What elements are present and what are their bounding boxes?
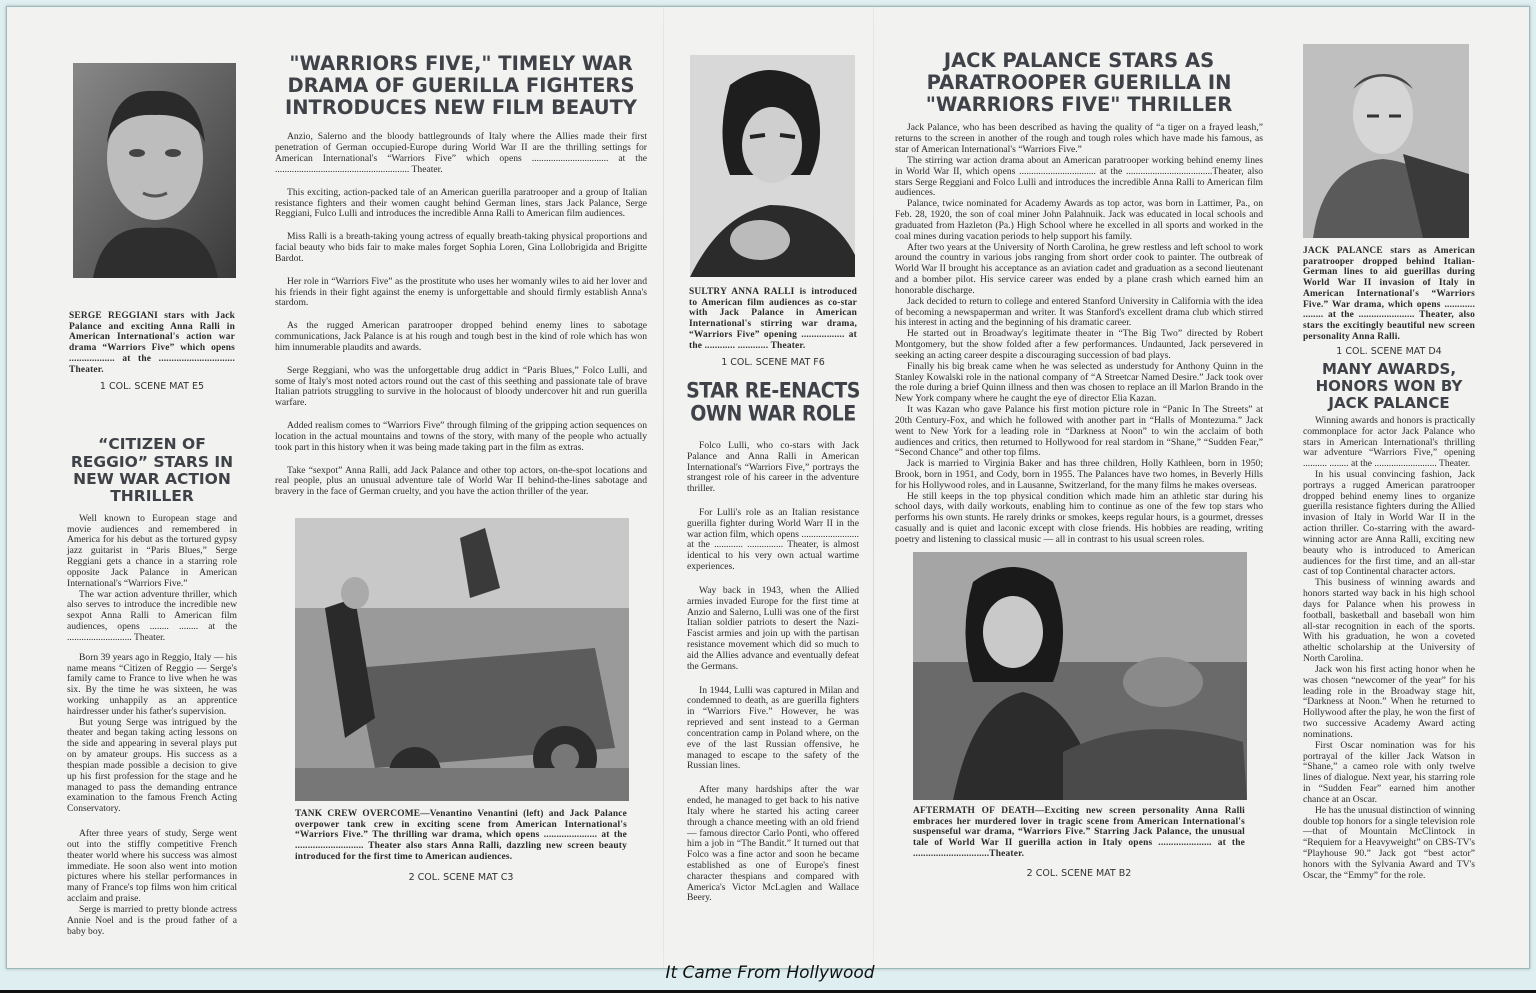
article-headline: STAR RE-ENACTS OWN WAR ROLE xyxy=(686,379,860,427)
paragraph: Miss Ralli is a breath-taking young actress of equally breath-taking physical proportions and facial beauty who bids fair to make males forget Sophia Loren, Gina Lollobrigida and Brigitte Bardot. xyxy=(275,231,647,264)
photo-caption: JACK PALANCE stars as American paratrooper dropped behind Italian-German lines to aid guerillas during World War II invasion of Italy in American International's “Warriors Five.” War drama, which opens ............ ........ at the ...................... Theater, also stars the excitingly beautiful new screen personality Anna Ralli. xyxy=(1303,246,1475,342)
paragraph: He started out in Broadway's legitimate theater in “The Big Two” directed by Robert Montgomery, but the show folded after a few performances. Undaunted, Jack persevered in seeking an acting career despite a discouraging succession of bad plays. xyxy=(895,328,1263,361)
scene-photo-icon xyxy=(295,518,629,801)
paragraph: After two years at the University of North Carolina, he grew restless and left school to work around the country in various jobs ranging from short order cook to painter. The outbreak of World War II brought his acceptance as an aviation cadet and graduation as a second lieutenant and a bomber pilot. His service career was ended by a plane crash which earned him an honorable discharge. xyxy=(895,241,1263,296)
paragraph: It was Kazan who gave Palance his first motion picture role in “Panic In The Streets” at 20th Century-Fox, and which he followed with another part in “Halls of Montezuma.” Jack went to New York for a leading role in “Darkness at Noon” to win the acclaim of both audiences and critics, then returned to Hollywood for real stardom in “Shane,” “Sudden Fear,” “Second Chance” and other top films. xyxy=(895,404,1263,459)
paragraph: Take “sexpot” Anna Ralli, add Jack Palance and other top actors, on-the-spot locations and real people, plus an unusual adventure tale of World War II behind-the-lines sabotage and bravery in the face of German cruelty, and you have the action thriller of the year. xyxy=(275,464,647,498)
scene-mat-label: 1 COL. SCENE MAT D4 xyxy=(1336,346,1442,358)
paragraph: The stirring war action drama about an American paratrooper working behind enemy lines in World War II, which opens ................................ at the ....................................Theater, also stars Serge Reggiani and Folco Lulli and introduces the incredible Anna Ralli to American film audiences. xyxy=(895,154,1263,199)
article-body xyxy=(685,441,861,904)
paragraph: First Oscar nomination was for his portrayal of the killer Jack Watson in “Shane,” a cameo role with only twelve lines of dialogue. Next year, his starring role in “Sudden Fear” earned him another chance at an Oscar. xyxy=(1303,739,1475,805)
portrait-photo-icon xyxy=(1303,44,1469,238)
scene-photo-icon xyxy=(913,552,1247,800)
article-headline: "WARRIORS FIVE," TIMELY WAR DRAMA OF GUERILLA FIGHTERS INTRODUCES NEW FILM BEAUTY xyxy=(284,52,638,119)
paragraph: This business of winning awards and honors started way back in his high school days for Palance when his prowess in football, basketball and baseball won him all-star recognition in each of the sports. With his graduation, he won a coveted atheltic scholarship at the University of North Carolina. xyxy=(1303,577,1475,665)
paragraph: He has the unusual distinction of winning double top honors for a single television role—that of Mountain McClintock in “Requiem for a Heavyweight” on CBS-TV's “Playhouse 90.” Jack got “best actor” honors with the Sylvania Award and TV's Oscar, the “Emmy” for the role. xyxy=(1303,804,1475,881)
paragraph: Palance, twice nominated for Academy Awards as top actor, was born in Lattimer, Pa., on Feb. 28, 1920, the son of coal miner John Palahnuik. Jack was educated in local schools and graduated from Hazleton (Pa.) High School where he excelled in all sports and worked in the coal mines during vacation periods to help support his family. xyxy=(895,198,1263,242)
paragraph: Well known to European stage and movie audiences and remembered in America for his debut as the tortured gypsy jazz guitarist in “Paris Blues,” Serge Reggiani gets a chance in a starring role opposite Jack Palance in American International's “Warriors Five.” xyxy=(67,512,237,589)
anna-ralli-photo xyxy=(690,55,855,277)
column-star-reenacts xyxy=(685,55,861,913)
scene-mat-label: 2 COL. SCENE MAT B2 xyxy=(1026,868,1132,880)
paragraph: Way back in 1943, when the Allied armies invaded Europe for the first time at Anzio and Salerno, Lulli was one of the first Italian soldier patriots to desert the Nazi-Fascist armies and join up with the partisan resistance movement which did so much to aid the Allies advance and eventually defeat the Germans. xyxy=(687,584,859,672)
paragraph: The war action adventure thriller, which also serves to introduce the incredible new sexpot Anna Ralli to American film audiences, opens ........ ........ at the ........................... Theater. xyxy=(67,588,237,643)
column-warriors-five xyxy=(275,53,647,883)
paragraph: Anzio, Salerno and the bloody battlegrounds of Italy where the Allies made their first penetration of German occupied-Europe during World War II are the thrilling settings for American International's “Warriors Five” which opens ................................ at the ........................................................ Theater. xyxy=(275,131,647,175)
jack-palance-photo xyxy=(1303,44,1469,238)
aftermath-photo xyxy=(913,552,1247,800)
paragraph: Serge Reggiani, who was the unforgettable drug addict in “Paris Blues,” Folco Lulli, and some of Italy's most noted actors round out the cast of this seething and passionate tale of brave Italian patriots struggling to survive in the holocaust of bloody undercover hit and run guerilla warfare. xyxy=(275,364,647,409)
column-jack-palance-paratrooper xyxy=(895,50,1263,879)
article-body xyxy=(275,132,647,498)
paragraph: Born 39 years ago in Reggio, Italy — his name means “Citizen of Reggio — Serge's family came to France to live when he was six. By the time he was sixteen, he was working unhappily as an apprentice hairdresser under his father's supervision. xyxy=(67,651,238,717)
article-body xyxy=(895,123,1263,545)
portrait-photo-icon xyxy=(690,55,855,277)
column-many-awards xyxy=(1299,44,1479,881)
photo-caption: SULTRY ANNA RALLI is introduced to American film audiences as co-star with Jack Palance in American International's stirring war drama, “Warriors Five” opening ................. at the ............ ............ Theater. xyxy=(689,287,857,351)
paragraph: Jack is married to Virginia Baker and has three children, Holly Kathleen, born in 1950; Brook, born in 1951, and Cody, born in 1955. The Palances have two homes, in Beverly Hills for his Hollywood roles, and in Lausanne, Switzerland, for the many films he makes overseas. xyxy=(895,458,1263,491)
photo-caption: AFTERMATH OF DEATH—Exciting new screen personality Anna Ralli embraces her murdered lover in tragic scene from American International's suspenseful war drama, “Warriors Five.” Starring Jack Palance, the unusual tale of World War II guerilla action in Italy opens ..................... at the ..............................Theater. xyxy=(913,805,1245,859)
tank-crew-photo xyxy=(295,518,629,801)
paragraph: Finally his big break came when he was selected as understudy for Anthony Quinn in the Stanley Kowalski role in the national company of “A Streetcar Named Desire.” Jack took over the role during a brief Quinn illness and then was chosen to replace an ill Marlon Brando in the New York company where he caught the eye of director Elia Kazan. xyxy=(895,360,1263,405)
paragraph: For Lulli's role as an Italian resistance guerilla fighter during World Warr II in the war action film, which opens ........................ at the ............ ............... Theater, is almost identical to his very own actual wartime experiences. xyxy=(687,506,859,573)
page-fold xyxy=(663,7,664,968)
paragraph: Winning awards and honors is practically commonplace for actor Jack Palance who stars in American International's thrilling war adventure “Warriors Five,” opening .......... ........ at the .......................... Theater. xyxy=(1303,414,1475,470)
serge-reggiani-photo xyxy=(73,63,236,278)
paragraph: Folco Lulli, who co-stars with Jack Palance and Anna Ralli in American International's “Warriors Five,” portrays the strangest role of his career in the adventure thriller. xyxy=(687,439,859,495)
paragraph: Serge is married to pretty blonde actress Annie Noel and is the proud father of a baby boy. xyxy=(67,903,237,937)
scene-mat-label: 1 COL. SCENE MAT E5 xyxy=(99,381,205,393)
article-headline: MANY AWARDS, HONORS WON BY JACK PALANCE xyxy=(1315,360,1463,413)
column-serge-reggiani xyxy=(63,63,241,946)
article-headline: “CITIZEN OF REGGIO” STARS IN NEW WAR ACTION THRILLER xyxy=(70,435,234,506)
paragraph: But young Serge was intrigued by the theater and began taking acting lessons on the side and appearing in several plays put on by amateur groups. His success as a thespian made possible a decision to give up his first profession for the stage and he managed to pass the demanding entrance examination to the famous French Acting Conservatory. xyxy=(67,716,237,815)
paragraph: In 1944, Lulli was captured in Milan and condemned to death, as are guerilla fighters in “Warriors Five.” However, he was reprieved and sent instead to a German concentration camp in Poland where, on the eve of the last Russian offensive, he managed to escape to the safety of the Russian lines. xyxy=(687,684,859,772)
paragraph: This exciting, action-packed tale of an American guerilla paratrooper and a group of Italian resistance fighters and their women caught behind German lines, stars Jack Palance, Serge Reggiani, Fulco Lulli and introduces the incredible Anna Ralli to American film audiences. xyxy=(275,186,647,220)
photo-caption: TANK CREW OVERCOME—Venantino Venantini (left) and Jack Palance overpower tank crew in exciting scene from American International's “Warriors Five.” The thrilling war drama, which opens ..................... at the ........................... Theater also stars Anna Ralli, dazzling new screen beauty introduced for the first time to American audiences. xyxy=(295,809,627,862)
portrait-photo-icon xyxy=(73,63,236,278)
paragraph: After many hardships after the war ended, he managed to get back to his native Italy where he started his acting career through a chance meeting with an old friend — famous director Carlo Ponti, who offered him a job in “The Bandit.” It turned out that Folco was a fine actor and soon he became established as one of Europe's finest character thespians and compared with America's Victor McLaglen and Wallace Beery. xyxy=(687,784,859,904)
paragraph: Added realism comes to “Warriors Five” through filming of the gripping action sequences on location in the actual mountains and towns of the story, with many of the people who actually took part in this history when it was being made taking part in the film as extras. xyxy=(275,420,647,453)
paragraph: Jack Palance, who has been described as having the quality of “a tiger on a frayed leash,” returns to the screen in another of the rough and tough roles which have made his famous, as star of American International's “Warriors Five.” xyxy=(895,122,1263,156)
page-fold xyxy=(873,7,874,968)
paragraph: Her role in “Warriors Five” as the prostitute who uses her womanly wiles to aid her lover and his friends in their fight against the enemy is unforgettable and should firmly establish Anna's stardom. xyxy=(275,275,647,309)
pressbook-page xyxy=(6,6,1530,969)
paragraph: After three years of study, Serge went out into the stiffly competitive French theater world where his success was almost immediate. He soon also went into motion pictures where his stellar performances in many of France's top films won him critical acclaim and praise. xyxy=(67,828,237,905)
paragraph: Jack won his first acting honor when he was chosen “newcomer of the year” for his leading role in the Broadway stage hit, “Darkness at Noon.” When he returned to Hollywood after the play, he won the first of two successive Academy Award acting nominations. xyxy=(1303,663,1475,740)
paragraph: He still keeps in the top physical condition which made him an athletic star during his school days, with daily workouts, enabling him to continue as one of the few top stars who performs his own stunts. He rarely drinks or smokes, keeps regular hours, is a gourmet, dresses casually and is quiet and laconic except with close friends. His hobbies are reading, writing poetry and listening to classical music — all in contrast to his usual screen roles. xyxy=(895,490,1263,545)
paragraph: As the rugged American paratrooper dropped behind enemy lines to sabotage communications, Jack Palance is at his rough and tough best in the kind of role which has won him innumerable plaudits and awards. xyxy=(275,320,647,353)
article-headline: JACK PALANCE STARS AS PARATROOPER GUERILLA IN "WARRIORS FIVE" THRILLER xyxy=(925,49,1233,116)
article-body xyxy=(1299,416,1479,882)
scene-mat-label: 2 COL. SCENE MAT C3 xyxy=(408,871,514,883)
paragraph: In his usual convincing fashion, Jack portrays a rugged American paratrooper dropped behind enemy lines to organize guerilla resistance fighters during the Allied invasion of Italy in World War II in the action thriller. Co-starring with the award-winning actor are Anna Ralli, exciting new beauty who is introduced to American audiences for the first time, and an all-star cast of top Continental character actors. xyxy=(1303,469,1475,578)
paragraph: Jack decided to return to college and entered Stanford University in California with the idea of becoming a newspaperman and writer. It was Stanford's excellent drama club which stirred his interest in acting and the beginning of his dramatic career. xyxy=(895,295,1263,329)
scene-mat-label: 1 COL. SCENE MAT F6 xyxy=(721,357,825,369)
photo-caption: SERGE REGGIANI stars with Jack Palance and exciting Anna Ralli in American International's action war drama “Warriors Five” which opens .................. at the .............................. Theater. xyxy=(69,311,235,375)
source-credit: It Came From Hollywood xyxy=(665,963,875,983)
article-body xyxy=(63,514,241,938)
